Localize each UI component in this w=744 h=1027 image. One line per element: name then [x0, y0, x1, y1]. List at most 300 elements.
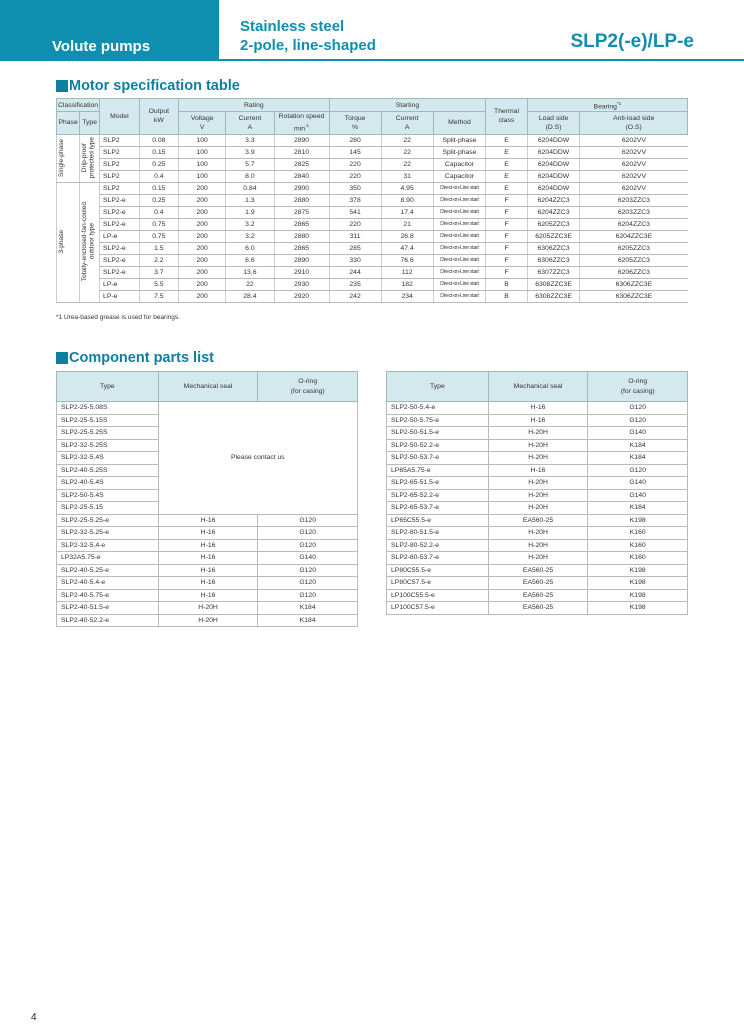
anti-load-side-bearing: 6306ZZC3E — [580, 290, 688, 302]
square-bullet-icon — [56, 80, 68, 92]
o-ring: G140 — [588, 489, 688, 502]
part-type: SLP2-80-52.2-e — [387, 539, 489, 552]
o-ring: G120 — [258, 589, 358, 602]
part-type: SLP2-50-51.5-e — [387, 427, 489, 440]
o-ring: K160 — [588, 527, 688, 540]
method: Direct-on-Line start — [433, 290, 486, 302]
thermal-class: E — [486, 146, 528, 158]
rotation-speed: 2840 — [274, 170, 329, 182]
load-side-bearing: 6306ZZC3 — [527, 242, 580, 254]
o-ring: K198 — [588, 589, 688, 602]
table-row — [387, 452, 688, 465]
part-type: SLP2-25-5.25S — [57, 427, 159, 440]
table-row — [57, 577, 358, 590]
table-row — [387, 502, 688, 515]
model: SLP2-e — [100, 266, 140, 278]
table-row — [57, 514, 358, 527]
part-type: SLP2-32-5.25S — [57, 439, 159, 452]
thermal-class: F — [486, 194, 528, 206]
mechanical-seal: H-16 — [158, 552, 258, 565]
o-ring: G120 — [258, 577, 358, 590]
contact-note: Please contact us — [158, 402, 357, 515]
table-row — [57, 254, 688, 266]
starting-current: 76.6 — [381, 254, 433, 266]
starting-current: 22 — [381, 158, 433, 170]
header-voltage: Voltage V — [179, 112, 226, 134]
header-anti-load-side: Anti-load side (O.S) — [580, 112, 688, 134]
thermal-class: F — [486, 206, 528, 218]
rotation-speed: 2910 — [274, 266, 329, 278]
voltage: 200 — [179, 266, 226, 278]
mechanical-seal: H-16 — [158, 577, 258, 590]
header-output: Output kW — [139, 99, 178, 135]
header-phase: Phase — [57, 112, 80, 134]
table-row — [387, 589, 688, 602]
thermal-class: F — [486, 242, 528, 254]
model: SLP2 — [100, 134, 140, 146]
parts-table-right — [386, 371, 688, 615]
o-ring: K160 — [588, 539, 688, 552]
torque: 311 — [329, 230, 381, 242]
motor-section-heading — [56, 78, 240, 94]
rotation-speed: 2880 — [274, 194, 329, 206]
current: 5.7 — [226, 158, 274, 170]
starting-current: 182 — [381, 278, 433, 290]
anti-load-side-bearing: 6204ZZC3E — [580, 230, 688, 242]
voltage: 100 — [179, 134, 226, 146]
part-type: SLP2-65-52.2-e — [387, 489, 489, 502]
o-ring: K184 — [588, 502, 688, 515]
o-ring: G140 — [588, 427, 688, 440]
table-row — [387, 577, 688, 590]
parts-header-oring: O-ring (for casing) — [588, 372, 688, 402]
voltage: 200 — [179, 254, 226, 266]
mechanical-seal: H-20H — [158, 602, 258, 615]
mechanical-seal: H-16 — [158, 514, 258, 527]
motor-table-body — [57, 134, 688, 302]
load-side-bearing: 6204ZZC3 — [527, 206, 580, 218]
torque: 330 — [329, 254, 381, 266]
voltage: 200 — [179, 230, 226, 242]
model: SLP2-e — [100, 242, 140, 254]
thermal-class: E — [486, 158, 528, 170]
model: SLP2-e — [100, 218, 140, 230]
current: 1.9 — [226, 206, 274, 218]
o-ring: K160 — [588, 552, 688, 565]
torque: 280 — [329, 134, 381, 146]
rotation-speed: 2930 — [274, 278, 329, 290]
parts-section-title: Component parts list — [69, 350, 215, 366]
part-type: SLP2-50-5.4-e — [387, 402, 489, 415]
method: Direct-on-Line start — [433, 230, 486, 242]
output: 0.08 — [139, 134, 178, 146]
rotation-speed: 2890 — [274, 254, 329, 266]
phase-label: 3-phase — [58, 230, 65, 254]
starting-current: 22 — [381, 134, 433, 146]
table-row — [387, 602, 688, 615]
part-type: SLP2-80-51.5-e — [387, 527, 489, 540]
rotation-speed: 2865 — [274, 242, 329, 254]
part-type: LP65A5.75-e — [387, 464, 489, 477]
table-row — [57, 552, 358, 565]
rotation-speed: 2825 — [274, 158, 329, 170]
mechanical-seal: H-20H — [158, 614, 258, 627]
table-row — [387, 527, 688, 540]
mechanical-seal: H-16 — [158, 539, 258, 552]
table-row — [57, 278, 688, 290]
model: SLP2 — [100, 146, 140, 158]
part-type: SLP2-25-5.15 — [57, 502, 159, 515]
o-ring: K184 — [588, 452, 688, 465]
output: 0.4 — [139, 170, 178, 182]
torque: 145 — [329, 146, 381, 158]
torque: 541 — [329, 206, 381, 218]
starting-current: 112 — [381, 266, 433, 278]
header-load-side: Load side (D.S) — [527, 112, 580, 134]
table-row — [387, 414, 688, 427]
voltage: 200 — [179, 218, 226, 230]
mechanical-seal: H-16 — [158, 589, 258, 602]
voltage: 200 — [179, 182, 226, 194]
current: 28.4 — [226, 290, 274, 302]
anti-load-side-bearing: 6202VV — [580, 158, 688, 170]
torque: 244 — [329, 266, 381, 278]
anti-load-side-bearing: 6203ZZC3 — [580, 206, 688, 218]
part-type: LP80C57.5-e — [387, 577, 489, 590]
starting-current: 4.95 — [381, 182, 433, 194]
o-ring: K184 — [258, 614, 358, 627]
anti-load-side-bearing: 6306ZZC3E — [580, 278, 688, 290]
anti-load-side-bearing: 6202VV — [580, 182, 688, 194]
output: 1.5 — [139, 242, 178, 254]
parts-header-seal: Mechanical seal — [488, 372, 588, 402]
part-type: SLP2-50-5.75-e — [387, 414, 489, 427]
mechanical-seal: H-16 — [488, 464, 588, 477]
output: 0.15 — [139, 182, 178, 194]
rotation-speed: 2920 — [274, 290, 329, 302]
rotation-speed: 2875 — [274, 206, 329, 218]
table-row — [387, 439, 688, 452]
starting-current: 47.4 — [381, 242, 433, 254]
voltage: 200 — [179, 290, 226, 302]
type-group-tefc — [80, 182, 100, 302]
table-row — [387, 402, 688, 415]
table-row — [57, 182, 688, 194]
mechanical-seal: EA560-25 — [488, 564, 588, 577]
parts-header-type: Type — [57, 372, 159, 402]
load-side-bearing: 6306ZZC3 — [527, 254, 580, 266]
motor-section-title: Motor specification table — [69, 78, 240, 94]
output: 0.25 — [139, 158, 178, 170]
table-row — [57, 146, 688, 158]
starting-current: 17.4 — [381, 206, 433, 218]
model: SLP2-e — [100, 206, 140, 218]
parts-table-left — [56, 371, 358, 627]
header-classification: Classification — [57, 99, 100, 112]
anti-load-side-bearing: 6204ZZC3 — [580, 218, 688, 230]
part-type: LP80C55.5-e — [387, 564, 489, 577]
method: Capacitor — [433, 158, 486, 170]
current: 3.2 — [226, 218, 274, 230]
part-type: SLP2-40-5.75-e — [57, 589, 159, 602]
o-ring: G120 — [588, 464, 688, 477]
model: LP-e — [100, 290, 140, 302]
current: 3.3 — [226, 134, 274, 146]
method: Direct-on-Line start — [433, 254, 486, 266]
header-thermal-class: Thermal class — [486, 99, 528, 135]
table-row — [57, 242, 688, 254]
output: 0.25 — [139, 194, 178, 206]
part-type: LP100C55.5-e — [387, 589, 489, 602]
output: 0.4 — [139, 206, 178, 218]
torque: 235 — [329, 278, 381, 290]
header-model: Model — [100, 99, 140, 135]
output: 0.75 — [139, 230, 178, 242]
part-type: SLP2-40-5.25-e — [57, 564, 159, 577]
table-row — [57, 218, 688, 230]
header-rating: Rating — [179, 99, 330, 112]
rotation-speed: 2865 — [274, 218, 329, 230]
o-ring: K198 — [588, 564, 688, 577]
anti-load-side-bearing: 6205ZZC3 — [580, 242, 688, 254]
o-ring: G120 — [258, 539, 358, 552]
load-side-bearing: 6308ZZC3E — [527, 278, 580, 290]
mechanical-seal: H-20H — [488, 539, 588, 552]
thermal-class: B — [486, 290, 528, 302]
parts-header-oring: O-ring (for casing) — [258, 372, 358, 402]
load-side-bearing: 6204ZZC3 — [527, 194, 580, 206]
phase-group-three — [57, 182, 80, 302]
part-type: SLP2-32-5.4S — [57, 452, 159, 465]
header-rule — [219, 59, 744, 61]
part-type: SLP2-40-5.4-e — [57, 577, 159, 590]
torque: 220 — [329, 158, 381, 170]
thermal-class: F — [486, 266, 528, 278]
load-side-bearing: 6204DDW — [527, 170, 580, 182]
output: 3.7 — [139, 266, 178, 278]
mechanical-seal: H-16 — [158, 564, 258, 577]
phase-label: Single-phase — [58, 139, 65, 177]
model: LP-e — [100, 278, 140, 290]
thermal-class: E — [486, 182, 528, 194]
method: Direct-on-Line start — [433, 278, 486, 290]
model-title: SLP2(-e)/LP-e — [570, 31, 694, 52]
torque: 350 — [329, 182, 381, 194]
header-starting-current: Current A — [381, 112, 433, 134]
series-material: Stainless steel — [240, 18, 345, 35]
voltage: 200 — [179, 206, 226, 218]
anti-load-side-bearing: 6202VV — [580, 170, 688, 182]
method: Direct-on-Line start — [433, 206, 486, 218]
output: 5.5 — [139, 278, 178, 290]
current: 13.6 — [226, 266, 274, 278]
part-type: SLP2-65-53.7-e — [387, 502, 489, 515]
table-row — [57, 602, 358, 615]
o-ring: G120 — [588, 402, 688, 415]
part-type: SLP2-50-5.4S — [57, 489, 159, 502]
thermal-class: B — [486, 278, 528, 290]
current: 22 — [226, 278, 274, 290]
method: Direct-on-Line start — [433, 182, 486, 194]
o-ring: G140 — [258, 552, 358, 565]
parts-section-heading — [56, 350, 214, 366]
series-type: 2-pole, line-shaped — [240, 37, 376, 54]
method: Split-phase — [433, 146, 486, 158]
mechanical-seal: H-16 — [158, 527, 258, 540]
load-side-bearing: 6204DDW — [527, 182, 580, 194]
table-row — [57, 170, 688, 182]
load-side-bearing: 6204DDW — [527, 158, 580, 170]
category-title: Volute pumps — [52, 38, 151, 55]
thermal-class: F — [486, 218, 528, 230]
parts-header-seal: Mechanical seal — [158, 372, 258, 402]
table-row — [57, 539, 358, 552]
part-type: SLP2-32-5.4-e — [57, 539, 159, 552]
table-row — [387, 489, 688, 502]
method: Direct-on-Line start — [433, 218, 486, 230]
part-type: SLP2-40-52.2-e — [57, 614, 159, 627]
header-type: Type — [80, 112, 100, 134]
model: SLP2 — [100, 182, 140, 194]
part-type: SLP2-80-53.7-e — [387, 552, 489, 565]
output: 2.2 — [139, 254, 178, 266]
method: Direct-on-Line start — [433, 194, 486, 206]
table-row — [57, 614, 358, 627]
current: 0.84 — [226, 182, 274, 194]
part-type: LP32A5.75-e — [57, 552, 159, 565]
current: 8.6 — [226, 254, 274, 266]
method: Capacitor — [433, 170, 486, 182]
voltage: 100 — [179, 146, 226, 158]
voltage: 200 — [179, 278, 226, 290]
part-type: SLP2-40-5.25S — [57, 464, 159, 477]
output: 0.75 — [139, 218, 178, 230]
table-row — [57, 194, 688, 206]
table-row — [387, 552, 688, 565]
model: SLP2 — [100, 170, 140, 182]
anti-load-side-bearing: 6203ZZC3 — [580, 194, 688, 206]
part-type: SLP2-65-51.5-e — [387, 477, 489, 490]
table-row — [57, 564, 358, 577]
o-ring: K198 — [588, 514, 688, 527]
header-method: Method — [433, 112, 486, 134]
motor-spec-table — [56, 98, 688, 303]
thermal-class: F — [486, 254, 528, 266]
model: LP-e — [100, 230, 140, 242]
torque: 220 — [329, 218, 381, 230]
voltage: 100 — [179, 170, 226, 182]
table-row — [387, 564, 688, 577]
model: SLP2 — [100, 158, 140, 170]
load-side-bearing: 6308ZZC3E — [527, 290, 580, 302]
part-type: SLP2-25-5.25-e — [57, 514, 159, 527]
o-ring: G140 — [588, 477, 688, 490]
square-bullet-icon — [56, 352, 68, 364]
o-ring: K198 — [588, 577, 688, 590]
part-type: SLP2-50-52.2-e — [387, 439, 489, 452]
torque: 220 — [329, 170, 381, 182]
method: Direct-on-Line start — [433, 266, 486, 278]
current: 6.0 — [226, 242, 274, 254]
mechanical-seal: EA560-25 — [488, 602, 588, 615]
table-row — [387, 477, 688, 490]
page-header — [0, 0, 744, 61]
anti-load-side-bearing: 6205ZZC3 — [580, 254, 688, 266]
part-type: SLP2-25-5.08S — [57, 402, 159, 415]
voltage: 100 — [179, 158, 226, 170]
part-type: SLP2-40-5.4S — [57, 477, 159, 490]
part-type: LP100C57.5-e — [387, 602, 489, 615]
header-rotation-speed: Rotation speed $\min^{-1}$ — [274, 112, 329, 134]
current: 3.2 — [226, 230, 274, 242]
torque: 378 — [329, 194, 381, 206]
mechanical-seal: H-20H — [488, 452, 588, 465]
method: Split-phase — [433, 134, 486, 146]
model: SLP2-e — [100, 254, 140, 266]
table-row — [57, 158, 688, 170]
bearing-footnote: *1 Urea-based grease is used for bearings. — [56, 314, 180, 321]
starting-current: 31 — [381, 170, 433, 182]
part-type: SLP2-50-53.7-e — [387, 452, 489, 465]
anti-load-side-bearing: 6202VV — [580, 134, 688, 146]
o-ring: G120 — [258, 527, 358, 540]
o-ring: K198 — [588, 602, 688, 615]
starting-current: 22 — [381, 146, 433, 158]
table-row — [387, 514, 688, 527]
o-ring: K184 — [258, 602, 358, 615]
table-row — [57, 589, 358, 602]
header-band — [0, 0, 219, 61]
mechanical-seal: H-20H — [488, 502, 588, 515]
starting-current: 26.8 — [381, 230, 433, 242]
table-row — [57, 527, 358, 540]
rotation-speed: 2890 — [274, 134, 329, 146]
mechanical-seal: H-16 — [488, 402, 588, 415]
part-type: LP65C55.5-e — [387, 514, 489, 527]
mechanical-seal: H-20H — [488, 489, 588, 502]
anti-load-side-bearing: 6206ZZC3 — [580, 266, 688, 278]
load-side-bearing: 6204DDW — [527, 146, 580, 158]
table-row — [387, 464, 688, 477]
table-row — [387, 427, 688, 440]
header-torque: Torque % — [329, 112, 381, 134]
part-type: SLP2-32-5.25-e — [57, 527, 159, 540]
thermal-class: E — [486, 170, 528, 182]
rotation-speed: 2810 — [274, 146, 329, 158]
series-description — [240, 17, 376, 55]
part-type: SLP2-40-51.5-e — [57, 602, 159, 615]
current: 8.0 — [226, 170, 274, 182]
model: SLP2-e — [100, 194, 140, 206]
table-row — [57, 230, 688, 242]
header-starting: Starting — [329, 99, 486, 112]
starting-current: 21 — [381, 218, 433, 230]
page-number: 4 — [31, 1012, 37, 1023]
current: 1.3 — [226, 194, 274, 206]
load-side-bearing: 6205ZZC3 — [527, 218, 580, 230]
table-row — [57, 206, 688, 218]
parts-left-body — [57, 402, 358, 627]
phase-group-single — [57, 134, 80, 182]
o-ring: G120 — [588, 414, 688, 427]
mechanical-seal: EA560-25 — [488, 589, 588, 602]
type-label: Totally-enclosed-fan-cooled outdoor type — [81, 202, 96, 282]
thermal-class: F — [486, 230, 528, 242]
o-ring: G120 — [258, 514, 358, 527]
output: 7.5 — [139, 290, 178, 302]
mechanical-seal: EA560-25 — [488, 514, 588, 527]
table-row — [57, 402, 358, 415]
